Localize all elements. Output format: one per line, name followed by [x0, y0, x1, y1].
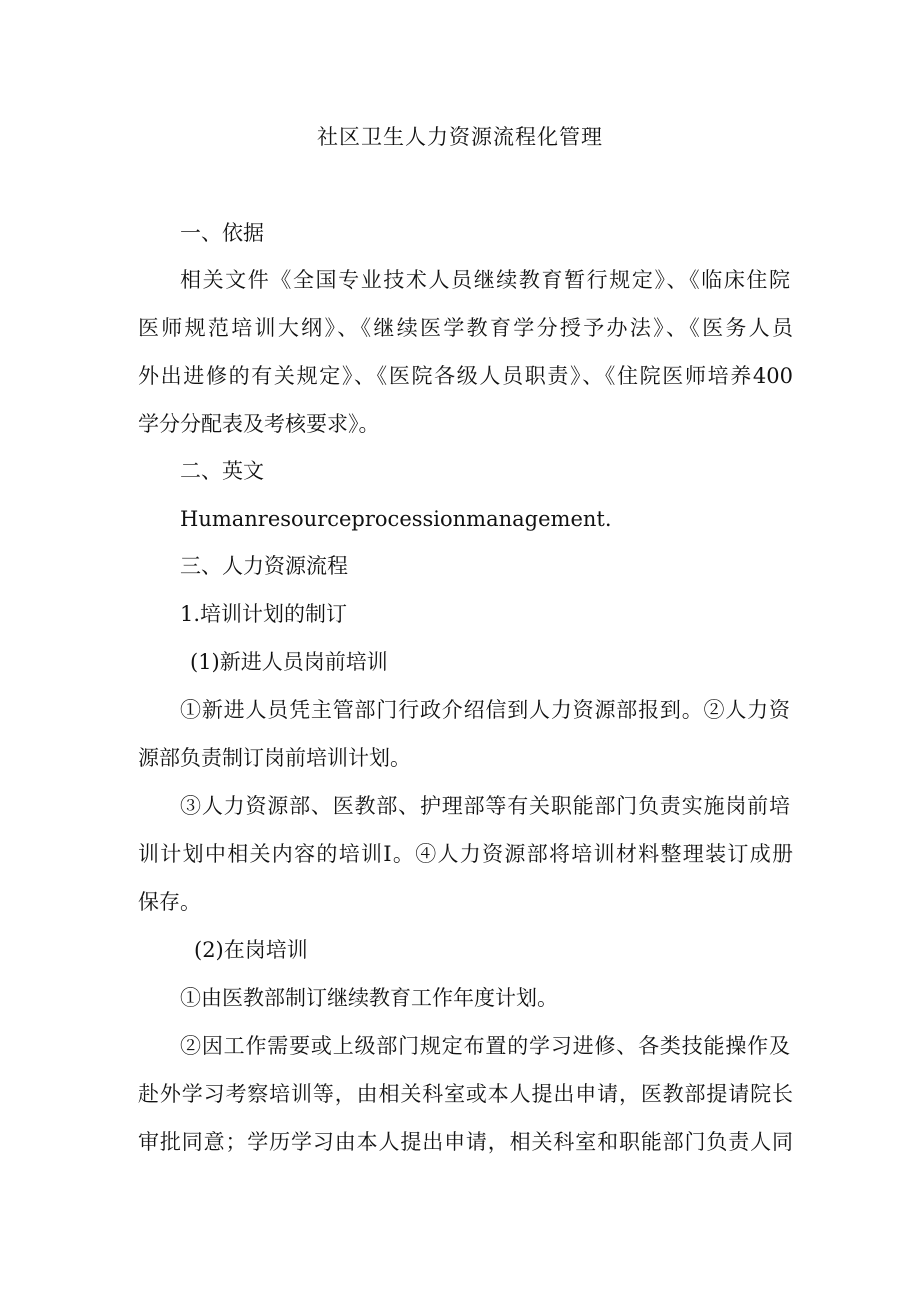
basis-line: 医师规范培训大纲》、《继续医学教育学分授予办法》、《医务人员: [138, 316, 793, 340]
paragraph-line: 源部负责制订岗前培训计划。: [138, 746, 411, 770]
paragraph-line: 保存。: [138, 890, 201, 914]
basis-line: 相关文件《全国专业技术人员继续教育暂行规定》、《临床住院: [180, 268, 790, 292]
section-heading-process: 三、人力资源流程: [180, 554, 348, 578]
document-title: 社区卫生人力资源流程化管理: [317, 125, 603, 149]
paragraph-line: ①由医教部制订继续教育工作年度计划。: [180, 986, 558, 1010]
subheading-on-job-training: (2)在岗培训: [194, 938, 308, 962]
paragraph-line: 审批同意；学历学习由本人提出申请，相关科室和职能部门负责人同: [138, 1130, 793, 1154]
paragraph-line: 赴外学习考察培训等，由相关科室或本人提出申请，医教部提请院长: [138, 1082, 793, 1106]
section-heading-basis: 一、依据: [180, 221, 264, 245]
paragraph-line: ②因工作需要或上级部门规定布置的学习进修、各类技能操作及: [180, 1034, 790, 1058]
paragraph-line: ③人力资源部、医教部、护理部等有关职能部门负责实施岗前培: [180, 794, 790, 818]
basis-line: 外出进修的有关规定》、《医院各级人员职责》、《住院医师培养400: [138, 364, 793, 388]
subheading-pre-job-training: (1)新进人员岗前培训: [190, 650, 388, 674]
english-term: Humanresourceprocessionmanagement.: [180, 507, 612, 531]
section-heading-english: 二、英文: [180, 459, 264, 483]
subheading-training-plan: 1.培训计划的制订: [180, 602, 348, 626]
basis-line: 学分分配表及考核要求》。: [138, 412, 380, 436]
paragraph-line: ①新进人员凭主管部门行政介绍信到人力资源部报到。②人力资: [180, 698, 790, 722]
paragraph-line: 训计划中相关内容的培训Ⅰ。④人力资源部将培训材料整理装订成册: [138, 842, 793, 866]
